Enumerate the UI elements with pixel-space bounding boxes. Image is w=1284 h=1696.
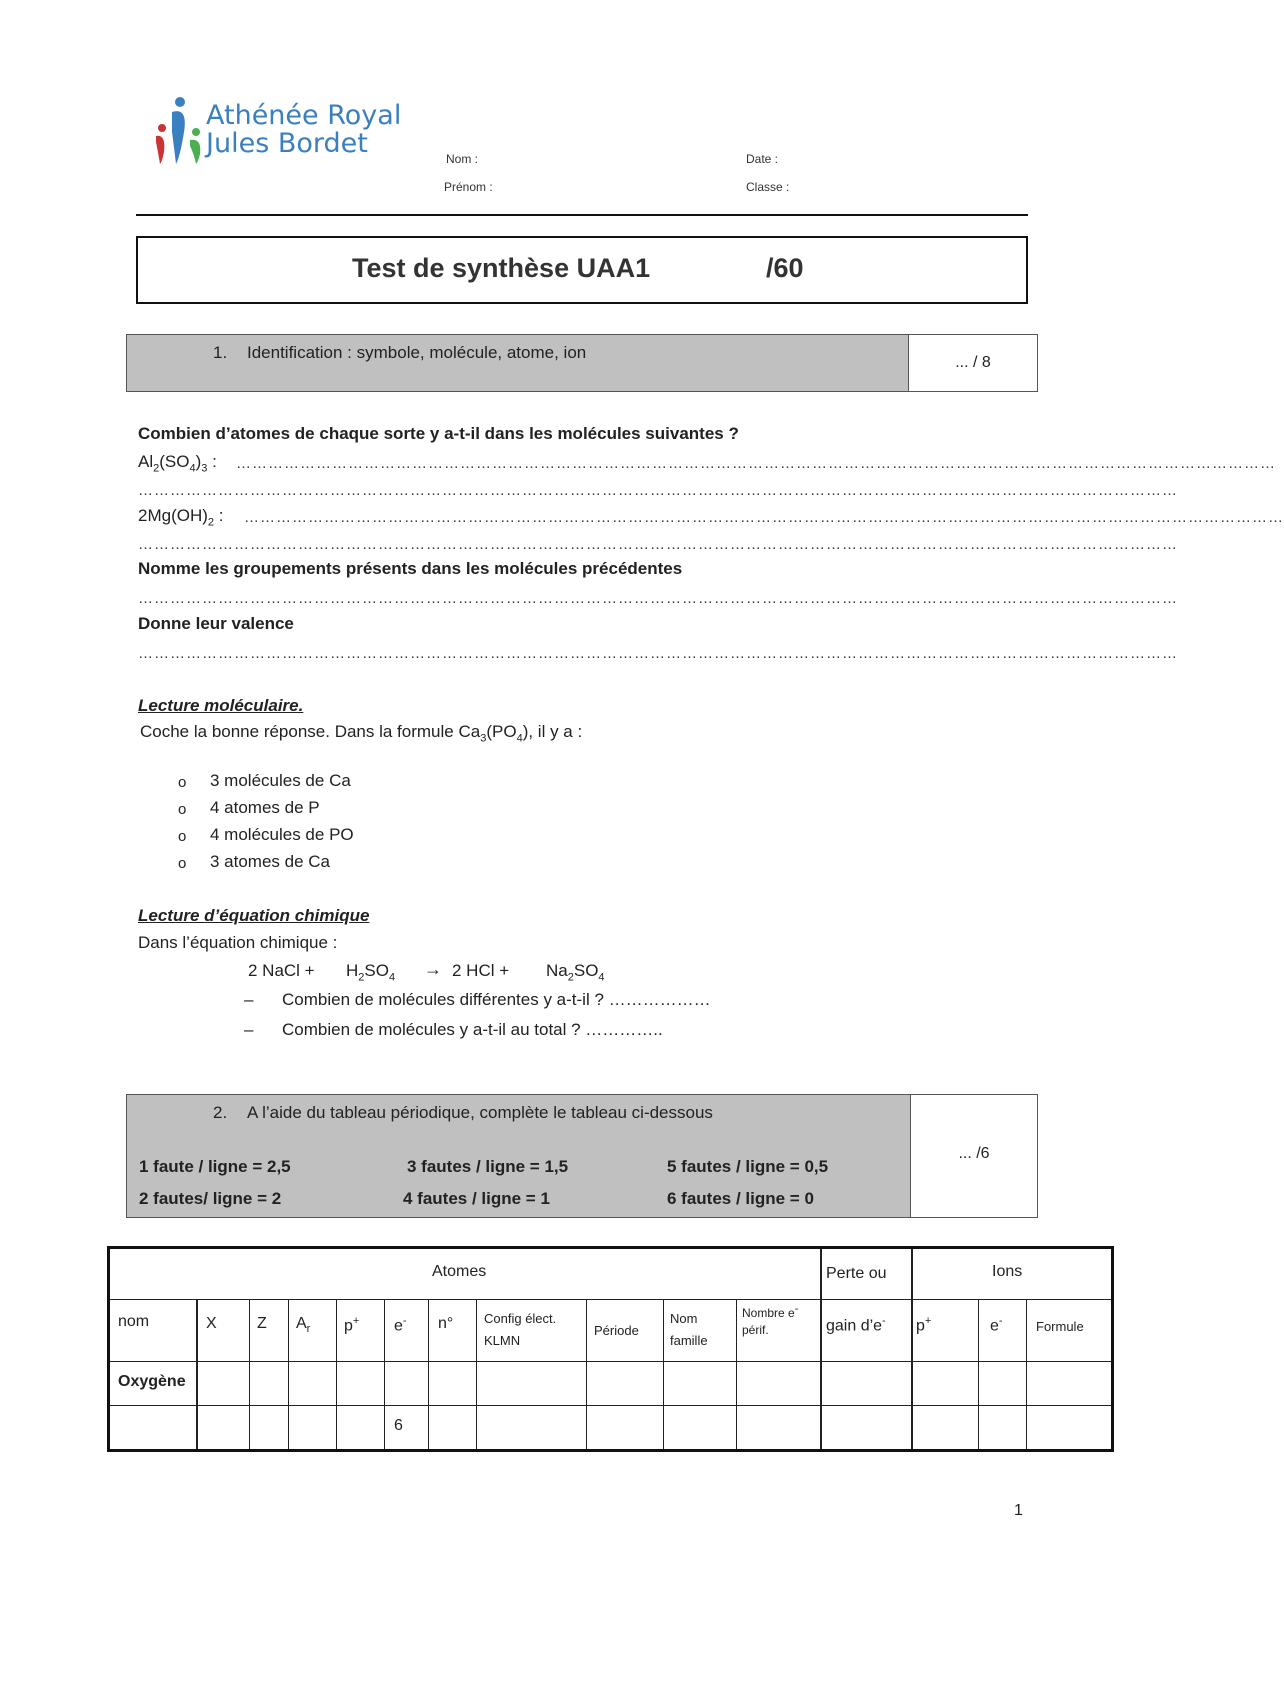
table-rule xyxy=(736,1299,737,1449)
col-x: X xyxy=(206,1315,217,1332)
option-bullet[interactable]: o xyxy=(178,801,187,818)
equation-term-1: 2 NaCl + xyxy=(248,961,315,980)
table-rule xyxy=(978,1299,979,1449)
section2-score-text: ... /6 xyxy=(958,1145,990,1162)
dash-bullet: – xyxy=(244,990,254,1009)
option-3: 4 molécules de PO xyxy=(210,825,354,844)
logo-figures-icon xyxy=(150,92,208,172)
answer-line[interactable]: …………………………………………………………………………………………………………………………………………………………………………… xyxy=(236,455,1276,472)
col-config-klmn: KLMN xyxy=(484,1333,521,1348)
grading-rule: 2 fautes/ ligne = 2 xyxy=(139,1189,282,1208)
col-nombre-e-2: périf. xyxy=(742,1323,769,1337)
logo-line1: Athénée Royal xyxy=(206,100,402,131)
equation-arrow-icon: → xyxy=(424,959,442,979)
equation-title: Lecture d’équation chimique xyxy=(138,906,370,925)
col-e: e- xyxy=(394,1315,407,1335)
col-p: p+ xyxy=(344,1315,360,1335)
page-title: Test de synthèse UAA1 xyxy=(352,253,651,283)
col-config: Config élect. xyxy=(484,1311,557,1326)
col-famille: Nom xyxy=(670,1311,698,1326)
header-atomes: Atomes xyxy=(432,1263,487,1280)
equation-term-4: $Na_2SO_4$ xyxy=(546,961,605,984)
table-rule xyxy=(586,1299,587,1449)
option-bullet[interactable]: o xyxy=(178,855,187,872)
grading-rule: 1 faute / ligne = 2,5 xyxy=(139,1157,291,1176)
table-rule xyxy=(428,1299,429,1449)
row2-e: 6 xyxy=(394,1417,403,1434)
table-rule xyxy=(288,1299,289,1449)
lecture-question: Coche la bonne réponse. Dans la formule $Ca_3(PO_4)$, il y a : xyxy=(140,722,583,745)
header-divider xyxy=(136,214,1028,216)
table-rule xyxy=(110,1405,1111,1406)
grading-rule: 6 fautes / ligne = 0 xyxy=(667,1189,814,1208)
col-gain: gain d’e- xyxy=(826,1315,886,1335)
table-rule xyxy=(911,1249,913,1449)
equation-term-2: $H_2SO_4$ xyxy=(346,961,396,984)
section1-score xyxy=(908,334,1038,392)
section1-number: 1. xyxy=(213,343,228,362)
equation-question-2: Combien de molécules y a-t-il au total ? ………….. xyxy=(282,1020,663,1039)
nom-label: Nom : xyxy=(446,152,479,166)
question-groups: Nomme les groupements présents dans les molécules précédentes xyxy=(138,559,683,578)
title-box xyxy=(136,236,1028,304)
col-formule: Formule xyxy=(1036,1319,1084,1334)
table-rule xyxy=(476,1299,477,1449)
table-rule xyxy=(110,1361,1111,1362)
dash-bullet: – xyxy=(244,1020,254,1039)
row-nom-oxygene: Oxygène xyxy=(118,1373,186,1390)
col-ar: $A_r$ xyxy=(296,1315,311,1336)
col-nom: nom xyxy=(118,1313,150,1330)
section2-heading: A l’aide du tableau périodique, complète le tableau ci-dessous xyxy=(247,1103,713,1122)
grading-rule: 3 fautes / ligne = 1,5 xyxy=(407,1157,569,1176)
answer-line[interactable]: …………………………………………………………………………………………………………………………………………………………………………… xyxy=(138,536,1178,553)
section2-header xyxy=(126,1094,912,1218)
page-number: 1 xyxy=(1014,1502,1023,1519)
table-rule xyxy=(663,1299,664,1449)
table-rule xyxy=(196,1299,198,1449)
table-rule xyxy=(110,1299,1111,1300)
atoms-table xyxy=(107,1246,1114,1452)
lecture-title: Lecture moléculaire. xyxy=(138,696,304,715)
classe-label: Classe : xyxy=(746,180,790,194)
col-n: n° xyxy=(438,1315,454,1332)
section1-heading: Identification : symbole, molécule, atome, ion xyxy=(247,343,587,362)
col-ion-p: p+ xyxy=(916,1315,932,1335)
section2-number: 2. xyxy=(213,1103,228,1122)
date-label: Date : xyxy=(746,152,779,166)
grading-rule: 5 fautes / ligne = 0,5 xyxy=(667,1157,829,1176)
school-logo xyxy=(150,92,410,172)
answer-line[interactable]: …………………………………………………………………………………………………………………………………………………………………………… xyxy=(138,590,1178,607)
question-valence: Donne leur valence xyxy=(138,614,294,633)
logo-line2: Jules Bordet xyxy=(206,128,368,159)
equation-intro: Dans l’équation chimique : xyxy=(138,933,338,952)
section1-score-text: ... / 8 xyxy=(955,354,991,371)
option-bullet[interactable]: o xyxy=(178,774,187,791)
question-atoms: Combien d’atomes de chaque sorte y a-t-il dans les molécules suivantes ? xyxy=(138,424,739,443)
grading-rule: 4 fautes / ligne = 1 xyxy=(403,1189,550,1208)
answer-line[interactable]: …………………………………………………………………………………………………………………………………………………………………………… xyxy=(244,509,1284,526)
header-perte-ou: Perte ou xyxy=(826,1265,887,1282)
table-rule xyxy=(820,1249,822,1449)
header-ions: Ions xyxy=(992,1263,1023,1280)
molecule-2: $2Mg(OH)_2$ : xyxy=(138,506,224,529)
prenom-label: Prénom : xyxy=(444,180,493,194)
table-rule xyxy=(1026,1299,1027,1449)
col-ion-e: e- xyxy=(990,1315,1003,1335)
table-rule xyxy=(384,1299,385,1449)
table-rule xyxy=(336,1299,337,1449)
section1-header xyxy=(126,334,910,392)
section2-score xyxy=(910,1094,1038,1218)
answer-line[interactable]: …………………………………………………………………………………………………………………………………………………………………………… xyxy=(138,645,1178,662)
equation-term-3: 2 HCl + xyxy=(452,961,510,980)
col-famille-2: famille xyxy=(670,1333,708,1348)
answer-line[interactable]: …………………………………………………………………………………………………………………………………………………………………………… xyxy=(138,482,1178,499)
table-rule xyxy=(249,1299,250,1449)
col-nombre-e: Nombre e- xyxy=(742,1303,799,1320)
option-2: 4 atomes de P xyxy=(210,798,320,817)
total-score: /60 xyxy=(766,253,804,283)
col-z: Z xyxy=(257,1315,267,1332)
equation-question-1: Combien de molécules différentes y a-t-il ? ……………… xyxy=(282,990,711,1009)
option-4: 3 atomes de Ca xyxy=(210,852,331,871)
option-bullet[interactable]: o xyxy=(178,828,187,845)
col-periode: Période xyxy=(594,1323,639,1338)
molecule-1: $Al_2(SO_4)_3$ : xyxy=(138,452,217,475)
option-1: 3 molécules de Ca xyxy=(210,771,351,790)
